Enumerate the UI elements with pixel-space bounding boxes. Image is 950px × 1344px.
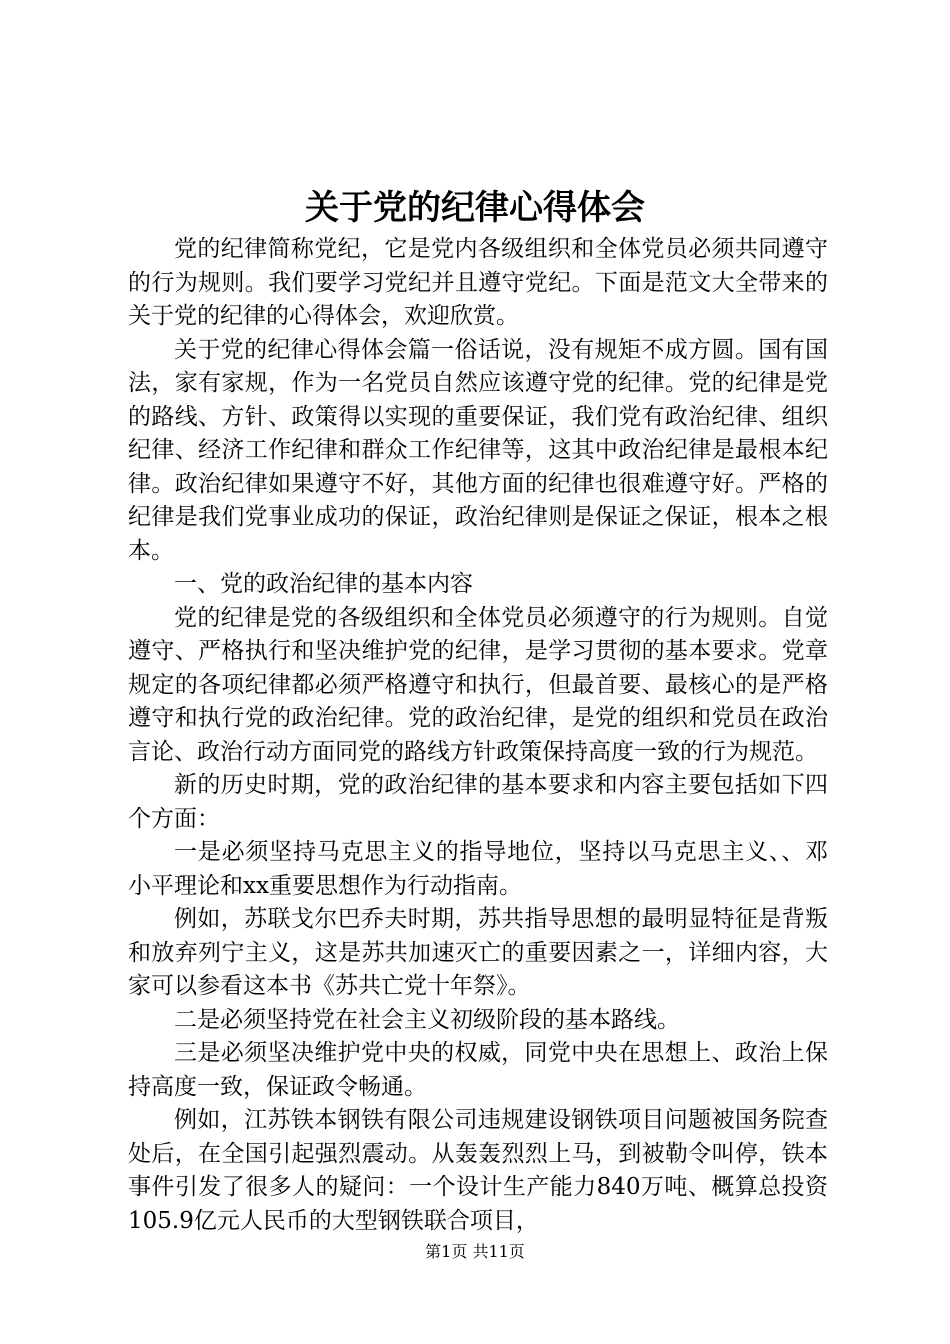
paragraph-point-one: 一是必须坚持马克思主义的指导地位，坚持以马克思主义、、邓小平理论和xx重要思想作为行动指南。 <box>128 839 828 899</box>
paragraph-intro: 党的纪律简称党纪，它是党内各级组织和全体党员必须共同遵守的行为规则。我们要学习党纪并且遵守党纪。下面是范文大全带来的关于党的纪律的心得体会，欢迎欣赏。 <box>128 236 828 329</box>
paragraph-point-three: 三是必须坚决维护党中央的权威，同党中央在思想上、政治上保持高度一致，保证政令畅通。 <box>128 1040 828 1100</box>
paragraph-example-soviet: 例如，苏联戈尔巴乔夫时期，苏共指导思想的最明显特征是背叛和放弃列宁主义，这是苏共加速灭亡的重要因素之一，详细内容，大家可以参看这本书《苏共亡党十年祭》。 <box>128 906 828 999</box>
section-heading: 一、党的政治纪律的基本内容 <box>174 571 473 597</box>
paragraph-discipline-definition: 党的纪律是党的各级组织和全体党员必须遵守的行为规则。自觉遵守、严格执行和坚决维护党的纪律，是学习贯彻的基本要求。党章规定的各项纪律都必须严格遵守和执行，但最首要、最核心的是严格遵守和执行党的政治纪律。党的政治纪律，是党的组织和党员在政治言论、政治行动方面同党的路线方针政策保持高度一致的行为规范。 <box>128 604 828 765</box>
paragraph-four-aspects: 新的历史时期，党的政治纪律的基本要求和内容主要包括如下四个方面： <box>128 772 828 832</box>
paragraph-point-two: 二是必须坚持党在社会主义初级阶段的基本路线。 <box>174 1006 680 1033</box>
paragraph-example-tieben: 例如，江苏铁本钢铁有限公司违规建设钢铁项目问题被国务院查处后，在全国引起强烈震动。从轰轰烈烈上马，到被勒令叫停，铁本事件引发了很多人的疑问：一个设计生产能力840万吨、概算总投资105.9亿元人民币的大型钢铁联合项目， <box>128 1107 828 1234</box>
paragraph-article-one: 关于党的纪律心得体会篇一俗话说，没有规矩不成方圆。国有国法，家有家规，作为一名党员自然应该遵守党的纪律。党的纪律是党的路线、方针、政策得以实现的重要保证，我们党有政治纪律、组织纪律、经济工作纪律和群众工作纪律等，这其中政治纪律是最根本纪律。政治纪律如果遵守不好，其他方面的纪律也很难遵守好。严格的纪律是我们党事业成功的保证，政治纪律则是保证之保证，根本之根本。 <box>128 336 828 564</box>
document-body <box>128 233 828 1238</box>
page-footer: 第1页 共11页 <box>425 1242 525 1261</box>
document-title: 关于党的纪律心得体会 <box>305 188 645 228</box>
